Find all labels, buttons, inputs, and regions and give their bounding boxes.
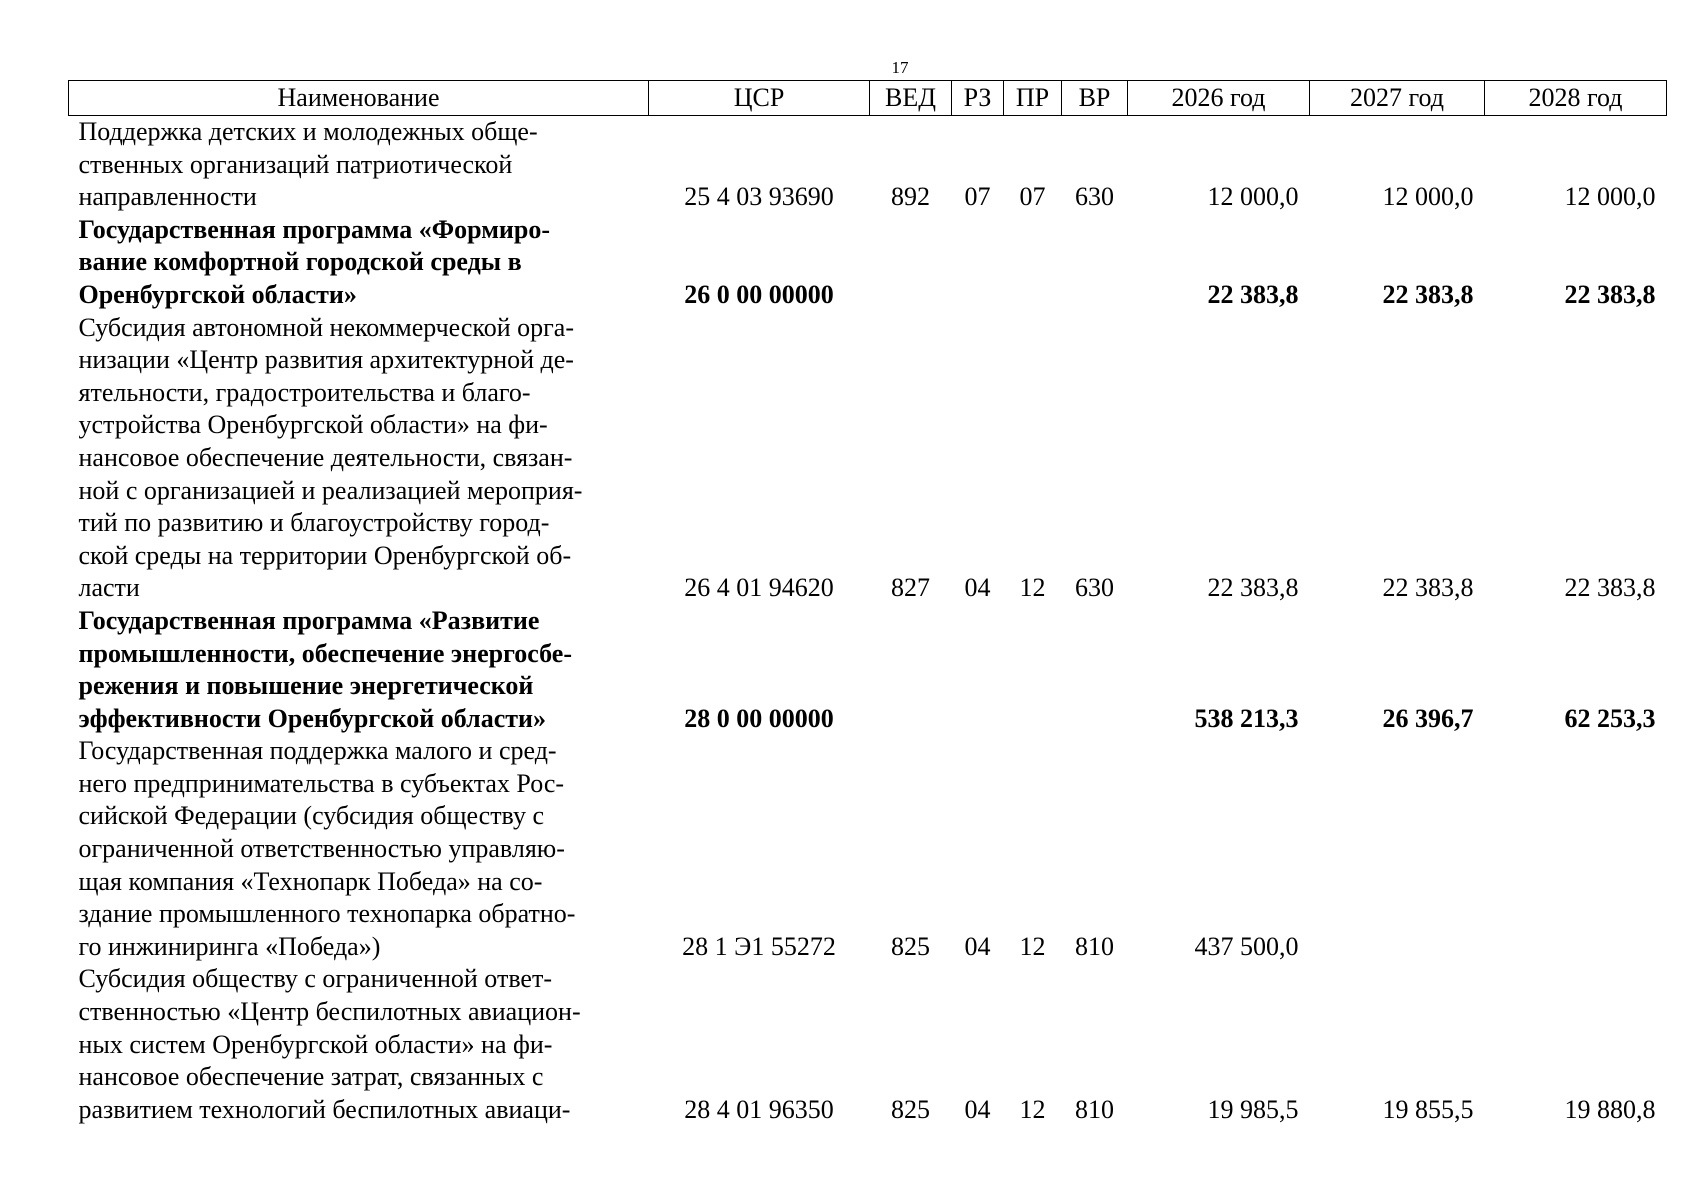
- name-line: Субсидия автономной некоммерческой орга-: [78, 312, 574, 342]
- cell-name: [69, 963, 649, 1126]
- cell-pr: 07: [1019, 182, 1046, 212]
- name-line: режения и повышение энергетической: [78, 671, 534, 701]
- budget-table: [68, 80, 1667, 1126]
- cell-2027: 22 383,8: [1382, 279, 1474, 309]
- cell-2026: 437 500,0: [1194, 931, 1299, 961]
- name-line: Государственная поддержка малого и сред-: [78, 736, 557, 766]
- name-line: вание комфортной городской среды в: [78, 247, 522, 277]
- name-line: Поддержка детских и молодежных обще-: [78, 117, 538, 146]
- cell-ved: 827: [891, 573, 930, 603]
- cell-2026: 19 985,5: [1207, 1094, 1299, 1124]
- name-line: Государственная программа «Формиро-: [78, 214, 551, 244]
- column-header-2028: 2028 год: [1485, 81, 1667, 116]
- cell-pr: 12: [1019, 573, 1046, 603]
- cell-2027: 26 396,7: [1382, 703, 1474, 733]
- cell-2027: 22 383,8: [1382, 573, 1474, 603]
- cell-pr: [1004, 605, 1062, 735]
- table-row: [69, 735, 1667, 963]
- cell-2027: [1310, 735, 1485, 963]
- table-body: [69, 116, 1667, 1127]
- cell-ved: [870, 214, 952, 312]
- cell-ved: 825: [891, 931, 930, 961]
- cell-rz: 04: [964, 1094, 991, 1124]
- program-row: [69, 214, 1667, 312]
- cell-csr: 28 1 Э1 55272: [682, 931, 836, 961]
- column-header-2027: 2027 год: [1310, 81, 1485, 116]
- name-line: ской среды на территории Оренбургской об-: [78, 540, 572, 570]
- cell-csr: 28 4 01 96350: [684, 1094, 834, 1124]
- cell-2026: 538 213,3: [1194, 703, 1299, 733]
- column-header-2026: 2026 год: [1128, 81, 1310, 116]
- cell-rz: 07: [964, 182, 991, 212]
- table-row: [69, 116, 1667, 214]
- cell-2028: [1485, 735, 1667, 963]
- name-line: низации «Центр развития архитектурной де-: [78, 345, 574, 375]
- cell-2026: 22 383,8: [1207, 279, 1299, 309]
- name-line: ственностью «Центр беспилотных авиацион-: [78, 997, 581, 1027]
- name-line: го инжиниринга «Победа»): [78, 931, 381, 961]
- name-line: сийской Федерации (субсидия обществу с: [78, 801, 544, 831]
- cell-2028: 62 253,3: [1564, 703, 1656, 733]
- column-header-csr: ЦСР: [649, 81, 870, 116]
- column-header-vr: ВР: [1062, 81, 1128, 116]
- cell-pr: 12: [1019, 1094, 1046, 1124]
- cell-csr: 26 4 01 94620: [684, 573, 834, 603]
- cell-name: [69, 605, 649, 735]
- name-line: эффективности Оренбургской области»: [78, 703, 547, 733]
- cell-rz: [952, 605, 1004, 735]
- cell-name: [69, 116, 649, 214]
- name-line: ятельности, градостроительства и благо-: [78, 377, 531, 407]
- cell-vr: [1062, 214, 1128, 312]
- cell-2026: 22 383,8: [1207, 573, 1299, 603]
- cell-ved: [870, 605, 952, 735]
- cell-rz: 04: [964, 573, 991, 603]
- cell-vr: 810: [1075, 931, 1114, 961]
- cell-vr: 630: [1075, 182, 1114, 212]
- name-line: промышленности, обеспечение энергосбе-: [78, 638, 573, 668]
- cell-rz: [952, 214, 1004, 312]
- column-header-rz: РЗ: [952, 81, 1004, 116]
- cell-name: [69, 214, 649, 312]
- cell-rz: 04: [964, 931, 991, 961]
- cell-pr: 12: [1019, 931, 1046, 961]
- cell-2028: 22 383,8: [1564, 279, 1656, 309]
- cell-csr: 26 0 00 00000: [684, 279, 834, 309]
- name-line: тий по развитию и благоустройству город-: [78, 508, 550, 538]
- name-line: устройства Оренбургской области» на фи-: [78, 410, 548, 440]
- name-line: Государственная программа «Развитие: [78, 605, 540, 635]
- cell-vr: [1062, 605, 1128, 735]
- cell-2028: 19 880,8: [1564, 1094, 1656, 1124]
- cell-csr: 28 0 00 00000: [684, 703, 834, 733]
- cell-2027: 12 000,0: [1382, 182, 1474, 212]
- name-line: нансовое обеспечение затрат, связанных с: [78, 1062, 544, 1092]
- cell-csr: 25 4 03 93690: [684, 182, 834, 212]
- table-row: [69, 963, 1667, 1126]
- cell-2028: 12 000,0: [1564, 182, 1656, 212]
- cell-2028: 22 383,8: [1564, 573, 1656, 603]
- cell-ved: 825: [891, 1094, 930, 1124]
- name-line: ных систем Оренбургской области» на фи-: [78, 1029, 553, 1059]
- cell-vr: 810: [1075, 1094, 1114, 1124]
- name-line: него предпринимательства в субъектах Рос-: [78, 768, 565, 798]
- name-line: ственных организаций патриотической: [78, 149, 513, 179]
- name-line: Субсидия обществу с ограниченной ответ-: [78, 964, 552, 994]
- cell-name: [69, 735, 649, 963]
- name-line: ласти: [78, 573, 140, 603]
- cell-pr: [1004, 214, 1062, 312]
- name-line: нансовое обеспечение деятельности, связан-: [78, 442, 573, 472]
- cell-2027: 19 855,5: [1382, 1094, 1474, 1124]
- column-header-name: Наименование: [69, 81, 649, 116]
- cell-name: [69, 312, 649, 605]
- name-line: ной с организацией и реализацией мероприя-: [78, 475, 583, 505]
- name-line: здание промышленного технопарка обратно-: [78, 899, 576, 929]
- cell-2026: 12 000,0: [1207, 182, 1299, 212]
- name-line: Оренбургской области»: [78, 279, 357, 309]
- cell-ved: 892: [891, 182, 930, 212]
- cell-vr: 630: [1075, 573, 1114, 603]
- program-row: [69, 605, 1667, 735]
- table-row: [69, 312, 1667, 605]
- column-header-pr: ПР: [1004, 81, 1062, 116]
- name-line: ограниченной ответственностью управляю-: [78, 834, 565, 864]
- name-line: направленности: [78, 182, 257, 212]
- page-number: 17: [891, 58, 909, 77]
- name-line: щая компания «Технопарк Победа» на со-: [78, 866, 543, 896]
- column-header-ved: ВЕД: [870, 81, 952, 116]
- table-header-row: [69, 81, 1667, 116]
- name-line: развитием технологий беспилотных авиаци-: [78, 1094, 571, 1124]
